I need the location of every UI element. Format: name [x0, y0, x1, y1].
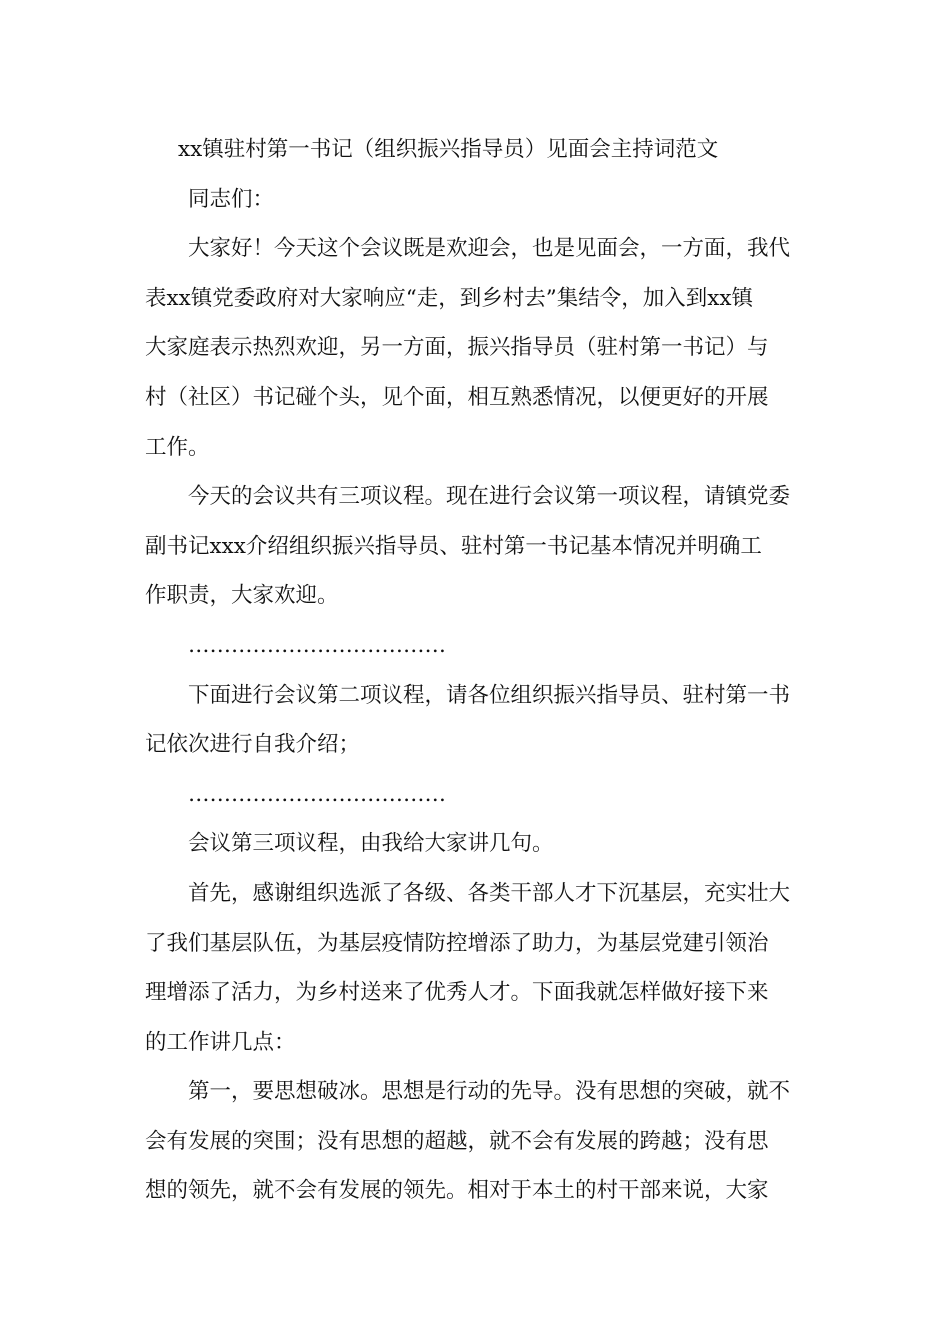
paragraph-point-one: 第一，要思想破冰。思想是行动的先导。没有思想的突破，就不 会有发展的突围；没有思想的超越，就不会有发展的跨越；没有思 想的领先，就不会有发展的领先。相对于本土的村干部来说，大家 [145, 1079, 791, 1204]
document-title: xx镇驻村第一书记（组织振兴指导员）见面会主持词范文 [178, 137, 719, 162]
paragraph-thanks: 首先，感谢组织选派了各级、各类干部人才下沉基层，充实壮大 了我们基层队伍，为基层疫情防控增添了助力，为基层党建引领治 理增添了活力，为乡村送来了优秀人才。下面我就怎样做好接下来 的工作讲几点： [145, 880, 791, 1055]
paragraph-agenda-two: 下面进行会议第二项议程，请各位组织振兴指导员、驻村第一书 记依次进行自我介绍； [145, 682, 791, 758]
ellipsis-separator: ……………………………… [188, 781, 446, 807]
paragraph-agenda-three: 会议第三项议程，由我给大家讲几句。 [188, 831, 554, 857]
document-body [145, 125, 807, 1216]
paragraph-welcome: 大家好！今天这个会议既是欢迎会，也是见面会，一方面，我代 表xx镇党委政府对大家响应“走，到乡村去”集结令，加入到xx镇 大家庭表示热烈欢迎，另一方面，振兴指导员（驻村第一书记）与 村（社区）书记碰个头，见个面，相互熟悉情况，以便更好的开展 工作。 [145, 236, 791, 460]
ellipsis-separator: ……………………………… [188, 632, 446, 658]
paragraph-agenda-one: 今天的会议共有三项议程。现在进行会议第一项议程，请镇党委 副书记xxx介绍组织振兴指导员、驻村第一书记基本情况并明确工 作职责，大家欢迎。 [145, 484, 791, 609]
salutation: 同志们： [188, 186, 275, 212]
